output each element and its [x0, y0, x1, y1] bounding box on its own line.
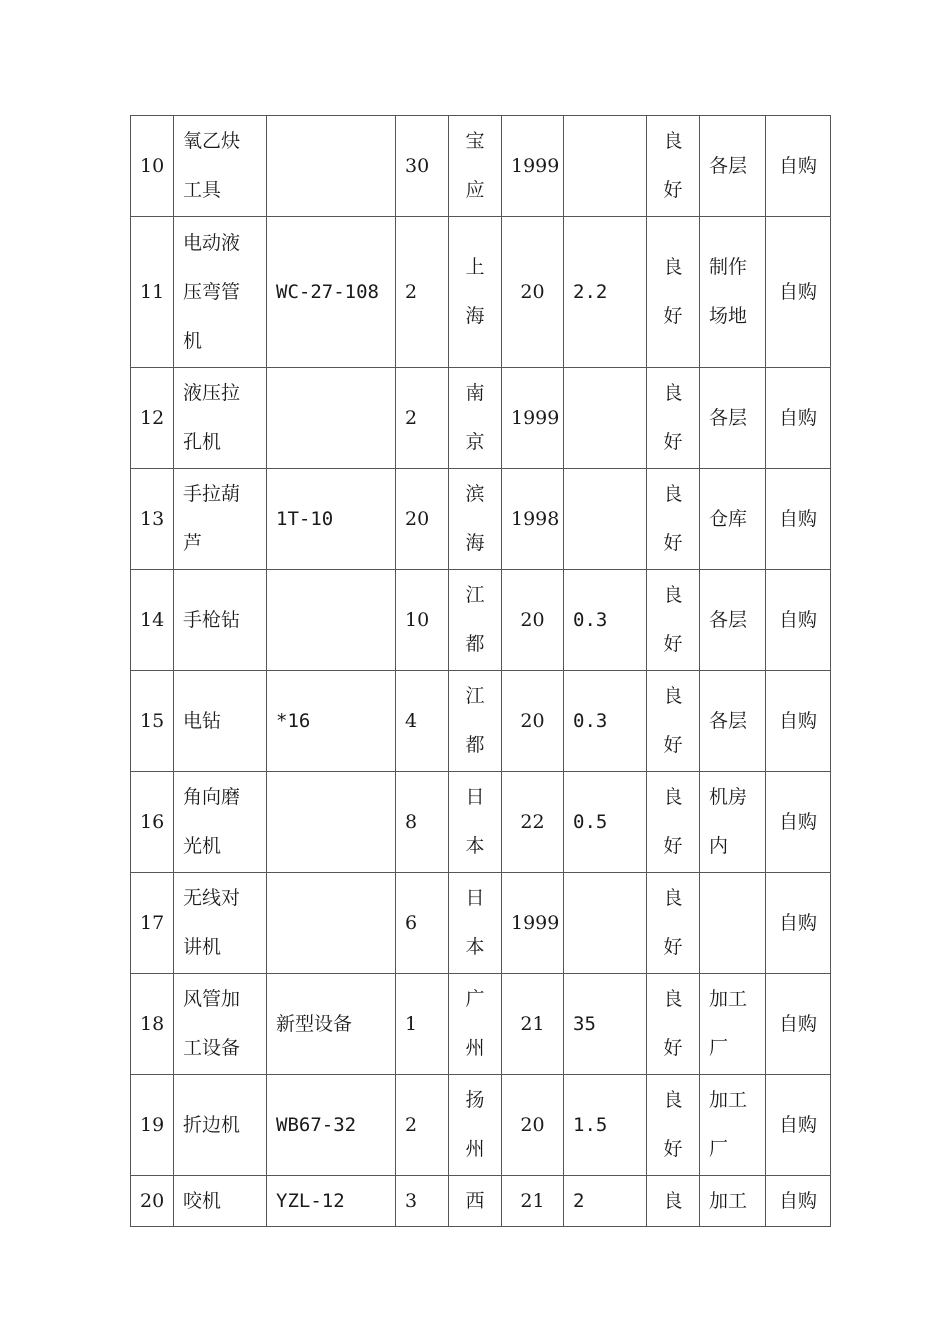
- cell-condition: 良好: [647, 671, 700, 772]
- cell-name: 折边机: [174, 1075, 267, 1176]
- cell-origin: 扬州: [449, 1075, 502, 1176]
- cell-year: 20: [502, 217, 564, 368]
- cell-year: 21: [502, 1176, 564, 1227]
- cell-location: 加工: [700, 1176, 766, 1227]
- cell-qty: 3: [396, 1176, 449, 1227]
- cell-location: 加工厂: [700, 974, 766, 1075]
- cell-qty: 2: [396, 217, 449, 368]
- cell-model: [267, 116, 396, 217]
- cell-power: [564, 368, 647, 469]
- cell-year: 20: [502, 671, 564, 772]
- cell-origin: 广州: [449, 974, 502, 1075]
- cell-name: 氧乙炔工具: [174, 116, 267, 217]
- cell-no: 15: [131, 671, 174, 772]
- cell-year: 1998: [502, 469, 564, 570]
- cell-location: 制作场地: [700, 217, 766, 368]
- cell-qty: 10: [396, 570, 449, 671]
- cell-location: 各层: [700, 570, 766, 671]
- cell-origin: 宝应: [449, 116, 502, 217]
- cell-no: 12: [131, 368, 174, 469]
- cell-year: 1999: [502, 368, 564, 469]
- cell-name: 手枪钻: [174, 570, 267, 671]
- table-row: [131, 1075, 831, 1176]
- cell-qty: 2: [396, 368, 449, 469]
- cell-qty: 2: [396, 1075, 449, 1176]
- cell-source: 自购: [766, 772, 831, 873]
- cell-name: 电钻: [174, 671, 267, 772]
- cell-power: 0.3: [564, 570, 647, 671]
- cell-year: 1999: [502, 116, 564, 217]
- cell-qty: 30: [396, 116, 449, 217]
- table-row: [131, 469, 831, 570]
- cell-condition: 良好: [647, 974, 700, 1075]
- cell-no: 14: [131, 570, 174, 671]
- cell-source: 自购: [766, 1075, 831, 1176]
- cell-origin: 江都: [449, 570, 502, 671]
- cell-origin: 南京: [449, 368, 502, 469]
- cell-source: 自购: [766, 873, 831, 974]
- cell-model: [267, 570, 396, 671]
- cell-year: 21: [502, 974, 564, 1075]
- cell-origin: 滨海: [449, 469, 502, 570]
- cell-model: [267, 772, 396, 873]
- cell-no: 11: [131, 217, 174, 368]
- cell-source: 自购: [766, 217, 831, 368]
- cell-source: 自购: [766, 974, 831, 1075]
- cell-name: 无线对讲机: [174, 873, 267, 974]
- cell-source: 自购: [766, 671, 831, 772]
- cell-no: 19: [131, 1075, 174, 1176]
- cell-model: [267, 368, 396, 469]
- cell-condition: 良好: [647, 469, 700, 570]
- cell-no: 13: [131, 469, 174, 570]
- cell-model: 1T-10: [267, 469, 396, 570]
- cell-power: 0.5: [564, 772, 647, 873]
- cell-location: [700, 873, 766, 974]
- cell-source: 自购: [766, 469, 831, 570]
- cell-qty: 20: [396, 469, 449, 570]
- cell-qty: 6: [396, 873, 449, 974]
- equipment-table: [130, 115, 831, 1227]
- cell-model: WB67-32: [267, 1075, 396, 1176]
- table-row: [131, 772, 831, 873]
- cell-origin: 上海: [449, 217, 502, 368]
- cell-location: 各层: [700, 368, 766, 469]
- cell-location: 各层: [700, 116, 766, 217]
- cell-model: WC-27-108: [267, 217, 396, 368]
- table-row: [131, 217, 831, 368]
- cell-model: *16: [267, 671, 396, 772]
- cell-condition: 良好: [647, 873, 700, 974]
- cell-name: 手拉葫芦: [174, 469, 267, 570]
- cell-condition: 良好: [647, 772, 700, 873]
- cell-origin: 江都: [449, 671, 502, 772]
- cell-no: 20: [131, 1176, 174, 1227]
- cell-condition: 良好: [647, 116, 700, 217]
- cell-qty: 8: [396, 772, 449, 873]
- cell-condition: 良: [647, 1176, 700, 1227]
- cell-location: 机房内: [700, 772, 766, 873]
- cell-model: YZL-12: [267, 1176, 396, 1227]
- cell-name: 液压拉孔机: [174, 368, 267, 469]
- cell-name: 咬机: [174, 1176, 267, 1227]
- cell-no: 17: [131, 873, 174, 974]
- cell-model: [267, 873, 396, 974]
- cell-name: 电动液压弯管机: [174, 217, 267, 368]
- cell-source: 自购: [766, 570, 831, 671]
- table-row: [131, 974, 831, 1075]
- cell-power: 2.2: [564, 217, 647, 368]
- cell-source: 自购: [766, 1176, 831, 1227]
- cell-location: 仓库: [700, 469, 766, 570]
- table-row: [131, 671, 831, 772]
- table-row: [131, 873, 831, 974]
- table-row: [131, 116, 831, 217]
- cell-origin: 西: [449, 1176, 502, 1227]
- cell-power: 35: [564, 974, 647, 1075]
- table-row: [131, 368, 831, 469]
- cell-qty: 4: [396, 671, 449, 772]
- cell-model: 新型设备: [267, 974, 396, 1075]
- cell-name: 风管加工设备: [174, 974, 267, 1075]
- cell-source: 自购: [766, 368, 831, 469]
- cell-year: 1999: [502, 873, 564, 974]
- cell-power: 2: [564, 1176, 647, 1227]
- cell-qty: 1: [396, 974, 449, 1075]
- cell-year: 20: [502, 570, 564, 671]
- cell-no: 16: [131, 772, 174, 873]
- cell-location: 各层: [700, 671, 766, 772]
- cell-power: [564, 469, 647, 570]
- cell-power: [564, 116, 647, 217]
- cell-condition: 良好: [647, 217, 700, 368]
- cell-name: 角向磨光机: [174, 772, 267, 873]
- cell-power: 1.5: [564, 1075, 647, 1176]
- cell-year: 22: [502, 772, 564, 873]
- cell-power: [564, 873, 647, 974]
- cell-condition: 良好: [647, 1075, 700, 1176]
- cell-origin: 日本: [449, 772, 502, 873]
- cell-year: 20: [502, 1075, 564, 1176]
- table-row: [131, 570, 831, 671]
- cell-no: 18: [131, 974, 174, 1075]
- cell-condition: 良好: [647, 368, 700, 469]
- cell-condition: 良好: [647, 570, 700, 671]
- cell-location: 加工厂: [700, 1075, 766, 1176]
- cell-no: 10: [131, 116, 174, 217]
- cell-power: 0.3: [564, 671, 647, 772]
- table-row: [131, 1176, 831, 1227]
- cell-origin: 日本: [449, 873, 502, 974]
- cell-source: 自购: [766, 116, 831, 217]
